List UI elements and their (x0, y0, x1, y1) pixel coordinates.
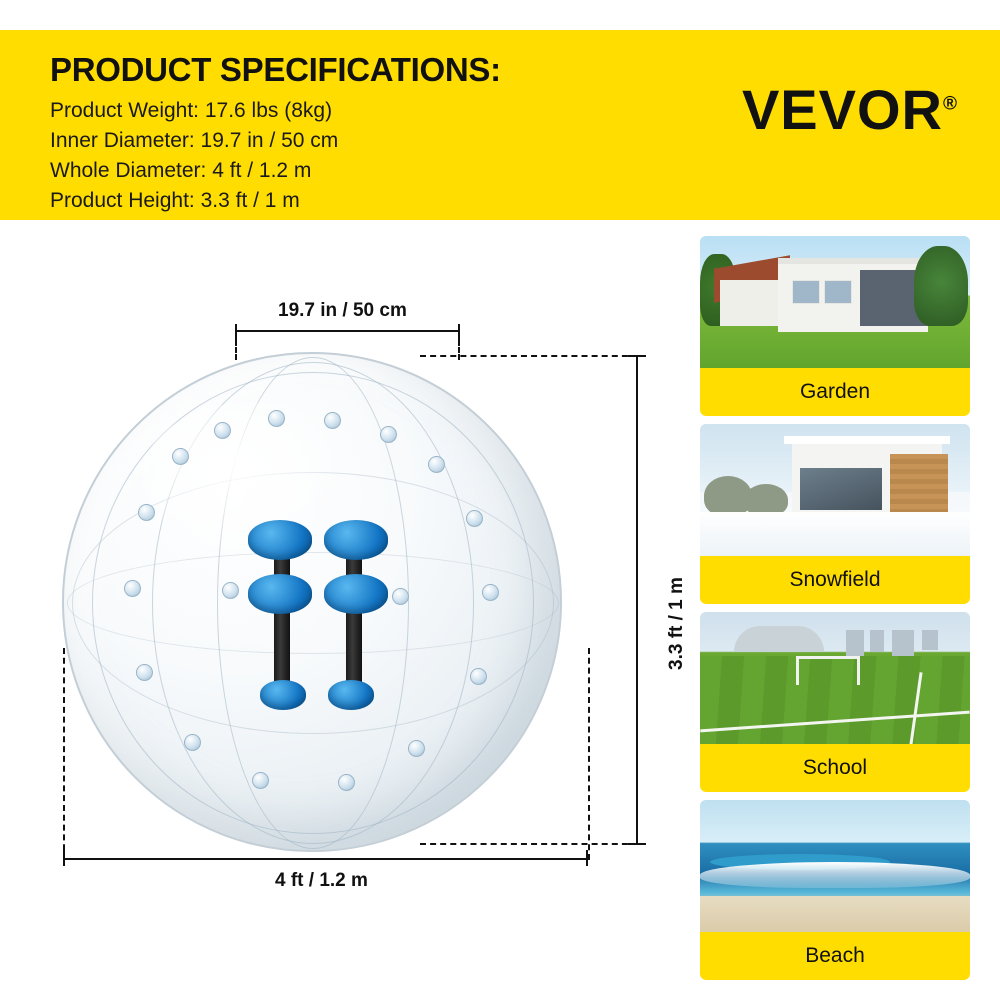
page-title: PRODUCT SPECIFICATIONS: (50, 51, 501, 88)
scene-card-garden (700, 236, 970, 416)
ball-stud (470, 668, 487, 685)
brand-name: VEVOR (741, 78, 943, 141)
city-building (870, 630, 884, 652)
ball-stud (172, 448, 189, 465)
inner-diameter-label: 19.7 in / 50 cm (278, 300, 407, 321)
ball-stud (252, 772, 269, 789)
inner-diameter-dimension-line (235, 330, 460, 332)
scene-caption-school: School (700, 744, 970, 792)
ball-stud (338, 774, 355, 791)
height-tick-top (628, 355, 646, 357)
snow-roofline (784, 436, 950, 444)
ball-stud (380, 426, 397, 443)
ball-stud (466, 510, 483, 527)
usage-scenes-list (700, 236, 970, 988)
spec-line-weight: Product Weight: 17.6 lbs (8kg) (50, 99, 333, 123)
spec-text-block (50, 52, 650, 216)
window-shape (792, 280, 820, 304)
glass-facade-shape (800, 468, 882, 510)
scene-card-snowfield (700, 424, 970, 604)
scene-caption-beach: Beach (700, 932, 970, 980)
whole-diameter-extension-right (588, 648, 590, 860)
ball-grip-mid-left (248, 574, 312, 614)
scene-card-beach (700, 800, 970, 980)
product-image-bumper-ball (62, 352, 562, 852)
ball-stud (124, 580, 141, 597)
product-diagram (0, 240, 690, 960)
whole-diameter-tick-right (586, 850, 588, 866)
scene-caption-snowfield: Snowfield (700, 556, 970, 604)
secondary-house-shape (720, 280, 784, 326)
city-building (892, 630, 914, 658)
height-dimension-line (636, 355, 638, 845)
ball-seam-horizontal-inner (67, 552, 559, 654)
scene-photo-beach (700, 800, 970, 940)
ball-stud (482, 584, 499, 601)
ball-stud (428, 456, 445, 473)
whole-diameter-tick-left (63, 850, 65, 866)
scene-photo-school (700, 612, 970, 752)
tree-icon (914, 246, 968, 326)
ball-stud (136, 664, 153, 681)
goal-post (796, 656, 860, 685)
height-tick-bottom (628, 843, 646, 845)
ball-grip-bottom-left (260, 680, 306, 710)
ball-stud (324, 412, 341, 429)
spec-line-height: Product Height: 3.3 ft / 1 m (50, 188, 300, 212)
wood-facade-shape (890, 454, 948, 512)
city-building (922, 630, 938, 650)
brand-logo (741, 78, 958, 141)
scene-photo-snowfield (700, 424, 970, 564)
city-building (846, 630, 864, 656)
ball-grip-top-right (324, 520, 388, 560)
ball-stud (222, 582, 239, 599)
spec-header-band (0, 30, 1000, 220)
ball-grip-mid-right (324, 574, 388, 614)
scene-photo-garden (700, 236, 970, 376)
ball-stud (184, 734, 201, 751)
ball-grip-top-left (248, 520, 312, 560)
stadium-shape (734, 626, 824, 652)
scene-card-school (700, 612, 970, 792)
inner-diameter-tick-left (235, 324, 237, 340)
spec-line-whole-diameter: Whole Diameter: 4 ft / 1.2 m (50, 158, 312, 182)
registered-trademark-icon: ® (943, 93, 958, 115)
window-shape (824, 280, 852, 304)
sea-foam (700, 862, 970, 888)
ball-stud (408, 740, 425, 757)
ball-stud (392, 588, 409, 605)
ball-grip-bottom-right (328, 680, 374, 710)
inner-diameter-tick-right (458, 324, 460, 340)
spec-line-inner-diameter: Inner Diameter: 19.7 in / 50 cm (50, 129, 339, 153)
height-label: 3.3 ft / 1 m (666, 577, 687, 670)
ball-stud (268, 410, 285, 427)
ball-stud (138, 504, 155, 521)
whole-diameter-dimension-line (63, 858, 588, 860)
whole-diameter-label: 4 ft / 1.2 m (275, 870, 368, 891)
scene-caption-garden: Garden (700, 368, 970, 416)
ball-stud (214, 422, 231, 439)
